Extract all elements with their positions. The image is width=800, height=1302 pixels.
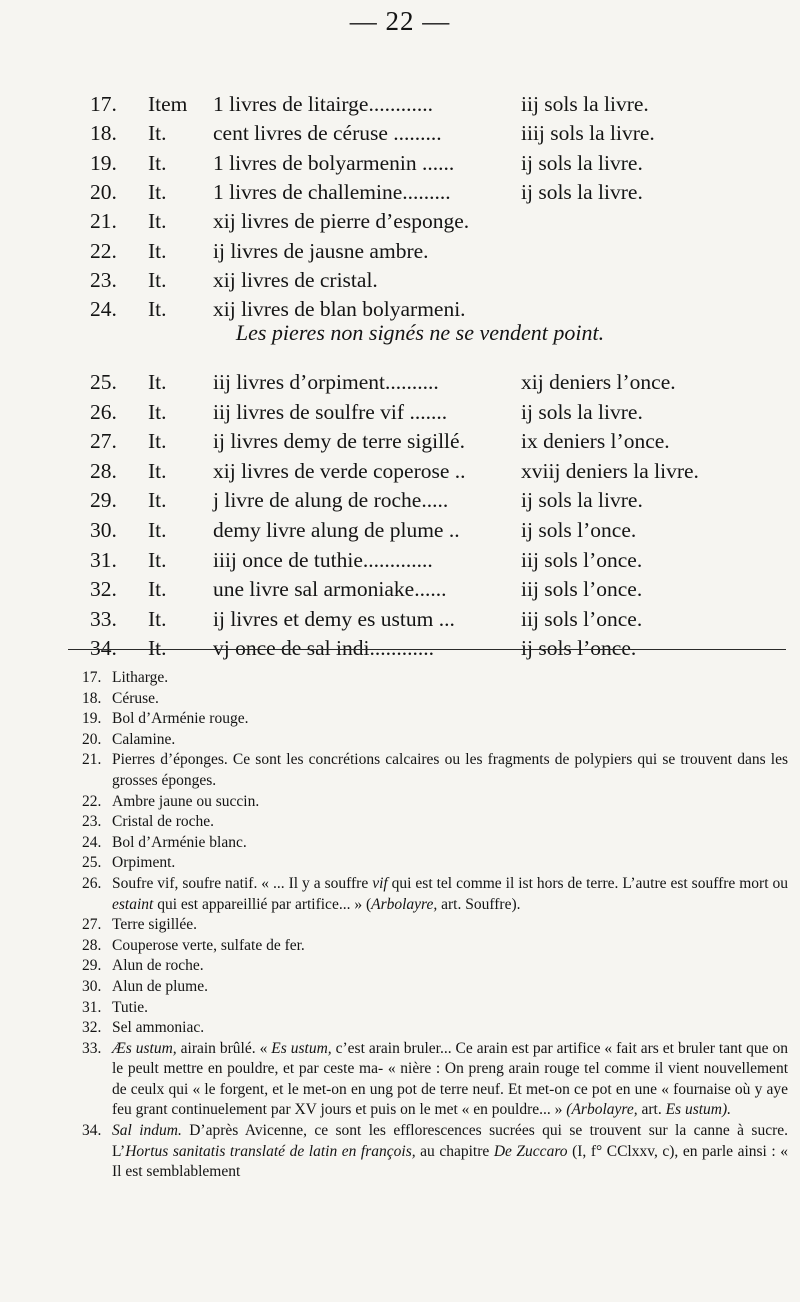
item-row: [0, 367, 800, 397]
footnote: 30. Alun de plume.: [82, 977, 208, 995]
item-price: ij sols l’once.: [521, 518, 637, 542]
item-number: 31.: [90, 547, 117, 572]
item-row: [0, 397, 800, 427]
item-number: 34.: [90, 636, 117, 661]
item-number: 26.: [90, 399, 117, 424]
leader-dots: ......: [416, 150, 455, 175]
footnote: 22. Ambre jaune ou succin.: [82, 792, 260, 810]
item-description: ij livres de jausne ambre.: [213, 238, 429, 263]
footnote: 24. Bol d’Arménie blanc.: [82, 833, 247, 851]
footnote: 27. Terre sigillée.: [82, 916, 197, 934]
item-prefix: It.: [148, 458, 167, 483]
item-description: iiij once de tuthie.............: [213, 547, 433, 572]
item-description: ij livres et demy es ustum ...: [213, 606, 455, 631]
item-description: iij livres d’orpiment..........: [213, 370, 439, 394]
item-number: 27.: [90, 429, 117, 454]
item-row: [0, 236, 800, 266]
item-prefix: It.: [148, 121, 167, 146]
item-number: 20.: [90, 179, 117, 204]
item-price: iij sols la livre.: [521, 92, 649, 116]
item-prefix: It.: [148, 209, 167, 234]
item-price: ij sols la livre.: [521, 399, 643, 424]
page-number: — 22 —: [349, 6, 451, 36]
item-price: iij sols l’once.: [521, 577, 643, 602]
footnote: 23. Cristal de roche.: [82, 813, 215, 831]
leader-dots: ..: [449, 458, 466, 483]
footnote: 20. Calamine.: [82, 730, 176, 748]
item-price: ij sols la livre.: [521, 488, 643, 513]
item-number: 22.: [90, 238, 117, 263]
item-price: ij sols la livre.: [521, 179, 643, 204]
item-price: ix deniers l’once.: [521, 429, 670, 454]
item-row: [0, 89, 800, 119]
item-number: 23.: [90, 267, 117, 292]
item-number: 30.: [90, 518, 117, 542]
item-row: [0, 118, 800, 148]
item-price: ij sols la livre.: [521, 150, 643, 175]
leader-dots: ............: [368, 92, 433, 116]
item-description: j livre de alung de roche.....: [213, 488, 449, 513]
item-price: iij sols l’once.: [521, 547, 643, 572]
leader-dots: ..........: [384, 370, 439, 394]
item-description: ij livres demy de terre sigillé.: [213, 429, 465, 454]
item-prefix: It.: [148, 370, 167, 394]
footnote: 29. Alun de roche.: [82, 957, 204, 975]
item-prefix: It.: [148, 606, 167, 631]
leader-dots: .........: [387, 121, 442, 146]
item-description: vj once de sal indi............: [213, 636, 434, 661]
item-number: 18.: [90, 121, 117, 146]
item-prefix: It.: [148, 399, 167, 424]
item-prefix: It.: [148, 518, 167, 542]
item-description: xij livres de pierre d’esponge.: [213, 209, 470, 234]
item-prefix: It.: [148, 488, 167, 513]
item-number: 29.: [90, 488, 117, 513]
footnote: 28. Couperose verte, sulfate de fer.: [82, 936, 305, 954]
item-prefix: It.: [148, 429, 167, 454]
footnote: 19. Bol d’Arménie rouge.: [82, 710, 249, 728]
footnote: 31. Tutie.: [82, 998, 149, 1016]
item-price: ij sols l’once.: [521, 636, 637, 661]
footnote: 26. Soufre vif, soufre natif. « ... Il y a souffre vif qui est tel comme il ist hors de terre. L’autre est souffre mort ou estaint qui est appareillié par artifice... » (Arbolayre, art. Souffre).: [82, 874, 788, 913]
footnote: 33. Æs ustum, airain brûlé. « Es ustum, c’est arain bruler... Ce arain est par artifice « fait ars et bruler tant que on le peult mettre en pouldre, et par ceste ma- « nière : On preng arain rouge tel comme il vient nouvellement de ceulx qui « le forgent, et le met-on en ung pot de terre neuf. Et met-on ce pot en une « fournaise où y aye feu grant continuelement par XV jours et puis on le met « en pouldre... » (Arbolayre, art. Es ustum).: [82, 1039, 788, 1119]
leader-dots: ......: [414, 577, 447, 602]
item-price: iiij sols la livre.: [521, 121, 655, 146]
item-price: xij deniers l’once.: [521, 370, 676, 394]
item-row: [0, 177, 800, 207]
leader-dots: .....: [421, 488, 449, 513]
footnote: 17. Litharge.: [82, 669, 169, 686]
item-number: 24.: [90, 297, 117, 322]
item-row: [0, 485, 800, 515]
item-prefix: It.: [148, 179, 167, 204]
item-description: xij livres de verde coperose ..: [213, 458, 466, 483]
item-row: [0, 515, 800, 545]
leader-dots: .......: [404, 399, 448, 424]
item-prefix: It.: [148, 636, 167, 661]
item-description: cent livres de céruse .........: [213, 121, 442, 146]
item-description: demy livre alung de plume ..: [213, 518, 460, 542]
footnote: 32. Sel ammoniac.: [82, 1019, 205, 1037]
leader-dots: ............: [369, 636, 434, 661]
item-description: 1 livres de bolyarmenin ......: [213, 150, 455, 175]
item-description: xij livres de blan bolyarmeni.: [213, 297, 466, 322]
item-prefix: It.: [148, 238, 167, 263]
item-row: [0, 545, 800, 575]
footnote: 25. Orpiment.: [82, 854, 176, 872]
item-number: 25.: [90, 370, 117, 394]
item-row: [0, 265, 800, 295]
item-prefix: It.: [148, 150, 167, 175]
leader-dots: .............: [362, 547, 433, 572]
item-prefix: It.: [148, 297, 167, 322]
item-prefix: It.: [148, 267, 167, 292]
footnotes: [82, 668, 788, 1183]
item-price: xviij deniers la livre.: [521, 458, 699, 483]
item-row: [0, 426, 800, 456]
footnote: 34. Sal indum. D’après Avicenne, ce sont les efflorescences sucrées qui se trouvent sur la canne à sucre. L’Hortus sanitatis translaté de latin en françois, au chapitre De Zuccaro (I, f° CClxxv, c), en parle ainsi : « Il est semblablement: [82, 1122, 789, 1181]
item-row: [0, 574, 800, 604]
item-row: [0, 206, 800, 236]
item-description: iij livres de soulfre vif .......: [213, 399, 448, 424]
item-description: 1 livres de challemine.........: [213, 179, 451, 204]
item-price: iij sols l’once.: [521, 606, 643, 631]
footnote-divider: [68, 649, 786, 650]
item-number: 19.: [90, 150, 117, 175]
item-prefix: It.: [148, 547, 167, 572]
item-description: une livre sal armoniake......: [213, 577, 447, 602]
item-number: 17.: [90, 92, 117, 116]
footnote: 18. Céruse.: [82, 689, 159, 707]
section-heading: Les pieres non signés ne se vendent point.: [235, 320, 605, 345]
item-number: 32.: [90, 577, 117, 602]
item-prefix: It.: [148, 577, 167, 602]
item-description: xij livres de cristal.: [213, 267, 378, 292]
item-number: 21.: [90, 209, 117, 234]
leader-dots: .........: [402, 179, 451, 204]
leader-dots: ...: [433, 606, 455, 631]
item-number: 33.: [90, 606, 117, 631]
item-row: [0, 148, 800, 178]
item-description: 1 livres de litairge............: [213, 92, 433, 116]
leader-dots: ..: [443, 518, 460, 542]
item-number: 28.: [90, 458, 117, 483]
footnote: 21. Pierres d’éponges. Ce sont les concrétions calcaires ou les fragments de polypiers qui se trouvent dans les grosses éponges.: [82, 751, 788, 789]
item-row: [0, 604, 800, 634]
item-row: [0, 456, 800, 486]
item-prefix: Item: [148, 92, 188, 116]
